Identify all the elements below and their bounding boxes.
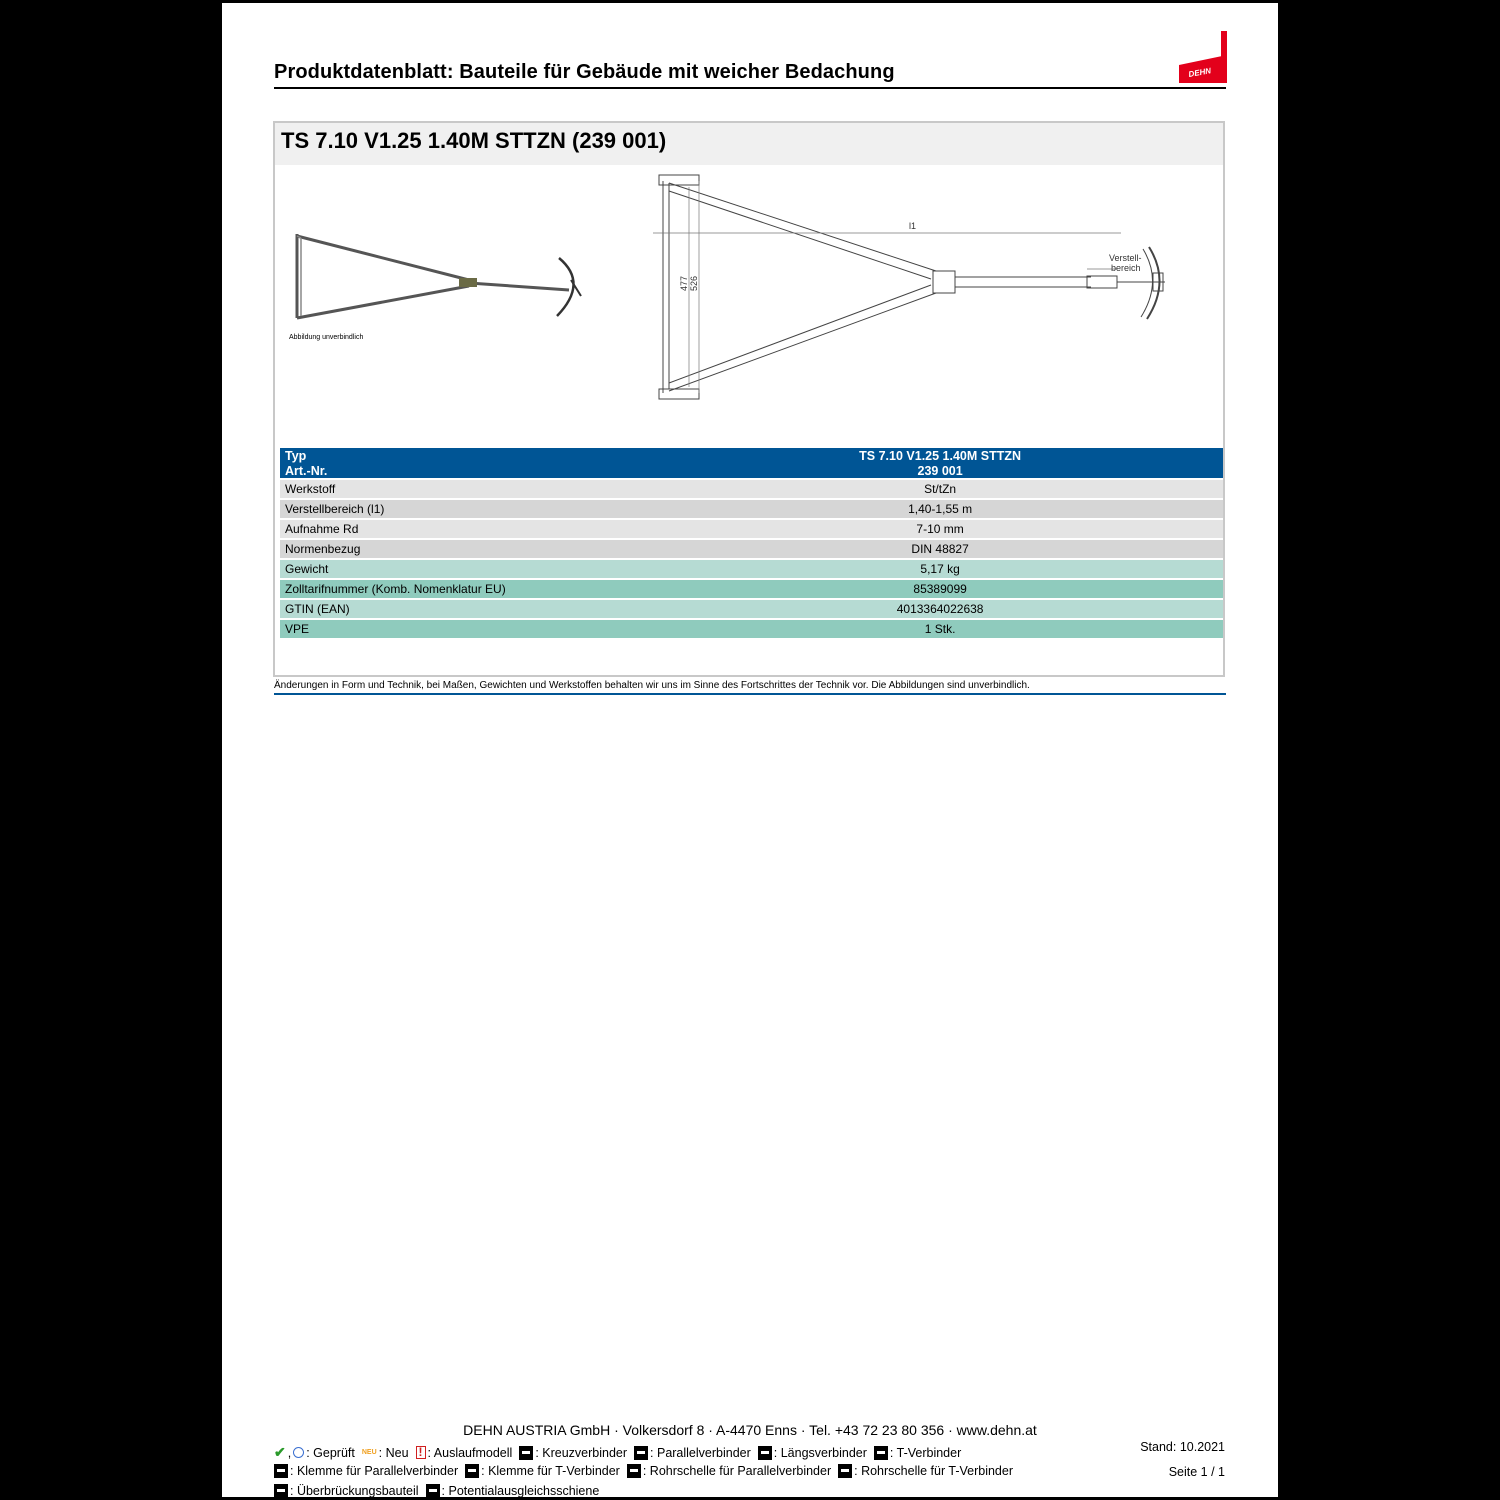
legend-klemme-parallel — [274, 1464, 458, 1478]
t-verbinder-icon — [874, 1446, 888, 1460]
legend-rohr-parallel — [627, 1464, 831, 1478]
spec-label: Verstellbereich (l1) — [280, 499, 657, 519]
spec-value: St/tZn — [657, 479, 1223, 499]
legend-label: : Überbrückungsbauteil — [290, 1484, 419, 1498]
legend-kreuz — [519, 1446, 627, 1460]
table-row — [280, 539, 1223, 559]
table-row — [280, 519, 1223, 539]
technical-drawing — [641, 167, 1181, 407]
spec-label: Aufnahme Rd — [280, 519, 657, 539]
spec-label: Werkstoff — [280, 479, 657, 499]
specs-header-row — [280, 463, 1223, 479]
svg-text:DEHN: DEHN — [1187, 66, 1212, 79]
spec-value: 7-10 mm — [657, 519, 1223, 539]
legend-klemme-t — [465, 1464, 620, 1478]
legend-parallel — [634, 1446, 751, 1460]
legend-label: : Potentialausgleichsschiene — [441, 1484, 600, 1498]
legend-label: : Klemme für Parallelverbinder — [290, 1464, 459, 1478]
table-row — [280, 599, 1223, 619]
geprueft-icon — [293, 1447, 304, 1458]
legend-ueberbrueckung — [274, 1484, 419, 1498]
legend-label: : Klemme für T-Verbinder — [481, 1464, 620, 1478]
legend-geprueft: ✔ , : Geprüft — [274, 1444, 355, 1460]
spec-label: Zolltarifnummer (Komb. Nomenklatur EU) — [280, 579, 657, 599]
legend-auslauf — [416, 1446, 513, 1460]
legend-laengs — [758, 1446, 867, 1460]
table-row — [280, 499, 1223, 519]
specs-header-label: Art.-Nr. — [280, 463, 657, 479]
auslauf-icon: ! — [416, 1446, 426, 1459]
legend-label: : Parallelverbinder — [650, 1445, 751, 1460]
product-photo — [289, 228, 589, 338]
legend-label: : Längsverbinder — [773, 1445, 867, 1460]
rohrschelle-parallel-icon — [627, 1464, 641, 1478]
datasheet-page — [222, 3, 1278, 1497]
spec-label: Gewicht — [280, 559, 657, 579]
legend-line-3 — [274, 1484, 603, 1498]
footer-address: DEHN AUSTRIA GmbH · Volkersdorf 8 · A-4470 Enns · Tel. +43 72 23 80 356 · www.dehn.at — [463, 1422, 1037, 1438]
table-row — [280, 479, 1223, 499]
legend-label: : Rohrschelle für T-Verbinder — [854, 1464, 1013, 1478]
klemme-t-icon — [465, 1464, 479, 1478]
specs-header-value: TS 7.10 V1.25 1.40M STTZN — [657, 448, 1223, 463]
specs-header-label: Typ — [280, 448, 657, 463]
legend-line-1 — [274, 1444, 965, 1461]
legend-label: : Geprüft — [306, 1445, 355, 1460]
drawing-length-label: l1 — [909, 221, 917, 231]
spec-label: VPE — [280, 619, 657, 639]
drawing-adjust-label-1: Verstell- — [1109, 253, 1142, 263]
legend-label: : T-Verbinder — [889, 1445, 962, 1460]
klemme-parallel-icon — [274, 1464, 288, 1478]
spec-value: DIN 48827 — [657, 539, 1223, 559]
legend-label: : Auslaufmodell — [427, 1445, 513, 1460]
spec-value: 4013364022638 — [657, 599, 1223, 619]
legend-label: : Kreuzverbinder — [535, 1445, 628, 1460]
legend-potential — [426, 1484, 600, 1498]
table-row — [280, 579, 1223, 599]
drawing-dim-inner: 477 — [679, 275, 689, 291]
table-row — [280, 619, 1223, 639]
checkmark-icon: ✔ — [274, 1444, 286, 1460]
product-header — [275, 123, 1223, 165]
spec-label: GTIN (EAN) — [280, 599, 657, 619]
specs-header-row — [280, 448, 1223, 463]
table-row — [280, 559, 1223, 579]
product-title: TS 7.10 V1.25 1.40M STTZN (239 001) — [281, 128, 667, 153]
legend-label: : Rohrschelle für Parallelverbinder — [642, 1464, 832, 1478]
legend-rohr-t — [838, 1464, 1013, 1478]
ueberbrueckung-icon — [274, 1484, 288, 1498]
image-caption: Abbildung unverbindlich — [289, 334, 364, 341]
spec-value: 1,40-1,55 m — [657, 499, 1223, 519]
spec-label: Normenbezug — [280, 539, 657, 559]
spec-value: 1 Stk. — [657, 619, 1223, 639]
potentialausgleich-icon — [426, 1484, 440, 1498]
title-rule — [274, 87, 1226, 89]
disclaimer-text: Änderungen in Form und Technik, bei Maßen, Gewichten und Werkstoffen behalten wir uns im Sinne des Fortschrittes der Technik vor. Die Abbildungen sind unverbindlich. — [274, 680, 1030, 691]
legend-line-2 — [274, 1464, 1017, 1478]
footer-stand: Stand: 10.2021 — [1140, 1440, 1225, 1454]
page-number: Seite 1 / 1 — [1168, 1465, 1225, 1479]
document-title: Produktdatenblatt: Bauteile für Gebäude mit weicher Bedachung — [274, 61, 895, 83]
drawing-dim-outer: 526 — [689, 275, 699, 291]
spec-value: 85389099 — [657, 579, 1223, 599]
disclaimer-rule — [274, 693, 1226, 695]
parallelverbinder-icon — [634, 1446, 648, 1460]
spec-value: 5,17 kg — [657, 559, 1223, 579]
rohrschelle-t-icon — [838, 1464, 852, 1478]
legend-t — [874, 1446, 961, 1460]
laengsverbinder-icon — [758, 1446, 772, 1460]
kreuzverbinder-icon — [519, 1446, 533, 1460]
specs-header-value: 239 001 — [657, 463, 1223, 479]
neu-icon: NEU — [361, 1449, 377, 1456]
legend-neu — [362, 1446, 409, 1460]
legend-label: : Neu — [378, 1445, 409, 1460]
product-panel — [273, 121, 1225, 677]
dehn-logo — [1177, 31, 1227, 83]
drawing-adjust-label-2: bereich — [1111, 263, 1141, 273]
specs-table — [280, 448, 1223, 640]
